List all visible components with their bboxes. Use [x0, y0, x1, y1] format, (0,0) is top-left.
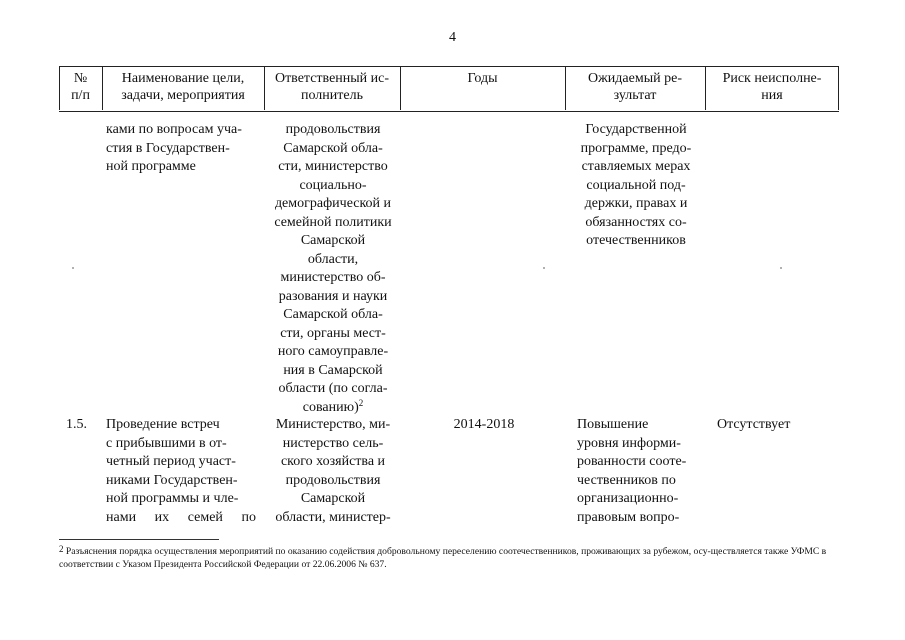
text-line: области, министер-	[275, 509, 391, 525]
text-line: организационно-	[577, 491, 679, 506]
header-result-line: зультат	[613, 88, 657, 103]
text-line: ной программы и чле-	[106, 491, 239, 506]
header-name	[102, 67, 264, 111]
text-line: четный период участ-	[106, 454, 236, 469]
table-rule	[705, 66, 706, 110]
header-num-line: №	[73, 71, 88, 86]
text-line: социально-	[299, 177, 367, 193]
header-years	[400, 67, 565, 111]
text-line: уровня информи-	[577, 435, 681, 451]
scan-speck	[780, 267, 782, 269]
header-executor	[264, 67, 400, 111]
text-line: ного самоуправле-	[277, 344, 389, 359]
text-line: нами их семей по	[106, 509, 256, 525]
header-years-line: Годы	[467, 71, 498, 86]
text-line: Самарской обла-	[283, 140, 383, 156]
text-line: Повышение	[577, 417, 649, 432]
header-result-line: Ожидаемый ре-	[588, 71, 682, 86]
text-line: продовольствия	[285, 472, 381, 488]
text-fragment: сованию)	[302, 399, 359, 415]
text-line: ками по вопросам уча-	[106, 122, 242, 137]
header-name-line: Наименование цели,	[121, 71, 245, 86]
header-num	[59, 67, 102, 111]
text-line: держки, правах и	[584, 196, 688, 211]
text-line: обязанностях со-	[585, 214, 687, 230]
footnote	[59, 545, 839, 571]
text-line: социальной под-	[586, 177, 686, 193]
text-line: области (по согла-	[278, 381, 388, 396]
text-line: чественников по	[577, 472, 676, 488]
table-rule	[59, 66, 60, 110]
table-rule	[400, 66, 401, 110]
continued-executor-cell	[268, 121, 398, 417]
text-line: ского хозяйства и	[280, 454, 386, 469]
text-line: демографической и	[274, 196, 392, 211]
header-risk-line: Риск неисполне-	[722, 71, 822, 86]
text-line: правовым вопро-	[577, 509, 680, 525]
text-line: области,	[307, 251, 359, 267]
text-line: продовольствия	[285, 122, 381, 137]
row-1-5-result-cell	[577, 416, 705, 527]
row-1-5-executor-cell	[268, 416, 398, 527]
text-line: с прибывшими в от-	[106, 435, 227, 451]
table-rule	[838, 66, 839, 110]
text-line: отечественников	[586, 233, 686, 248]
row-number: 1.5.	[66, 417, 87, 432]
scan-speck	[72, 267, 74, 269]
scan-speck	[543, 267, 545, 269]
text-line: никами Государствен-	[106, 472, 238, 488]
text-line: рованности соотe-	[577, 454, 687, 469]
header-risk	[705, 67, 839, 111]
text-line: сти, органы мест-	[280, 325, 386, 341]
header-executor-line: Ответственный ис-	[274, 71, 390, 86]
header-risk-line: ния	[761, 88, 783, 103]
text-line: ния в Самарской	[283, 362, 383, 378]
header-result	[565, 67, 705, 111]
text-line: Самарской	[300, 233, 366, 248]
row-1-5-name-cell	[106, 416, 256, 527]
header-name-line: задачи, мероприятия	[121, 88, 245, 103]
footnote-rule	[59, 539, 219, 540]
footnote-text: Разъяснения порядка осуществления мероприятий по оказанию содействия добровольному переселению соотечественников, проживающих за рубежом, осу-ществляется также УФМС в соответствии с Указом Президента Российской Федерации от 22.06.2006 № 637.	[59, 546, 827, 570]
text-line: разования и науки	[278, 288, 388, 304]
text-line: Самарской обла-	[283, 307, 383, 322]
continued-result-cell	[571, 121, 701, 251]
table-rule	[264, 66, 265, 110]
text-line: Министерство, ми-	[275, 417, 391, 432]
page-number: 4	[449, 30, 456, 45]
continued-name-cell	[106, 121, 256, 177]
text-line: ставляемых мерах	[581, 159, 691, 174]
text-line: семейной политики	[274, 214, 392, 230]
text-line: Проведение встреч	[106, 417, 220, 432]
text-line: нистерство сель-	[282, 435, 384, 451]
text-line: программе, предо-	[580, 140, 692, 156]
text-line	[268, 399, 398, 418]
table-rule	[102, 66, 103, 110]
text-line: Самарской	[300, 491, 366, 506]
footnote-ref: 2	[358, 397, 364, 408]
table-header	[59, 66, 839, 112]
text-line: ной программе	[106, 159, 196, 174]
row-1-5-risk-cell: Отсутствует	[717, 417, 791, 432]
text-line: стия в Государствен-	[106, 140, 230, 156]
text-line: Государственной	[585, 122, 687, 137]
text-line: министерство об-	[280, 270, 386, 285]
row-1-5-years-cell: 2014-2018	[453, 417, 515, 432]
footnote-mark: 2	[59, 544, 64, 554]
table-rule	[565, 66, 566, 110]
text-line: сти, министерство	[278, 159, 388, 174]
header-executor-line: полнитель	[301, 88, 363, 103]
header-num-line: п/п	[71, 88, 90, 103]
